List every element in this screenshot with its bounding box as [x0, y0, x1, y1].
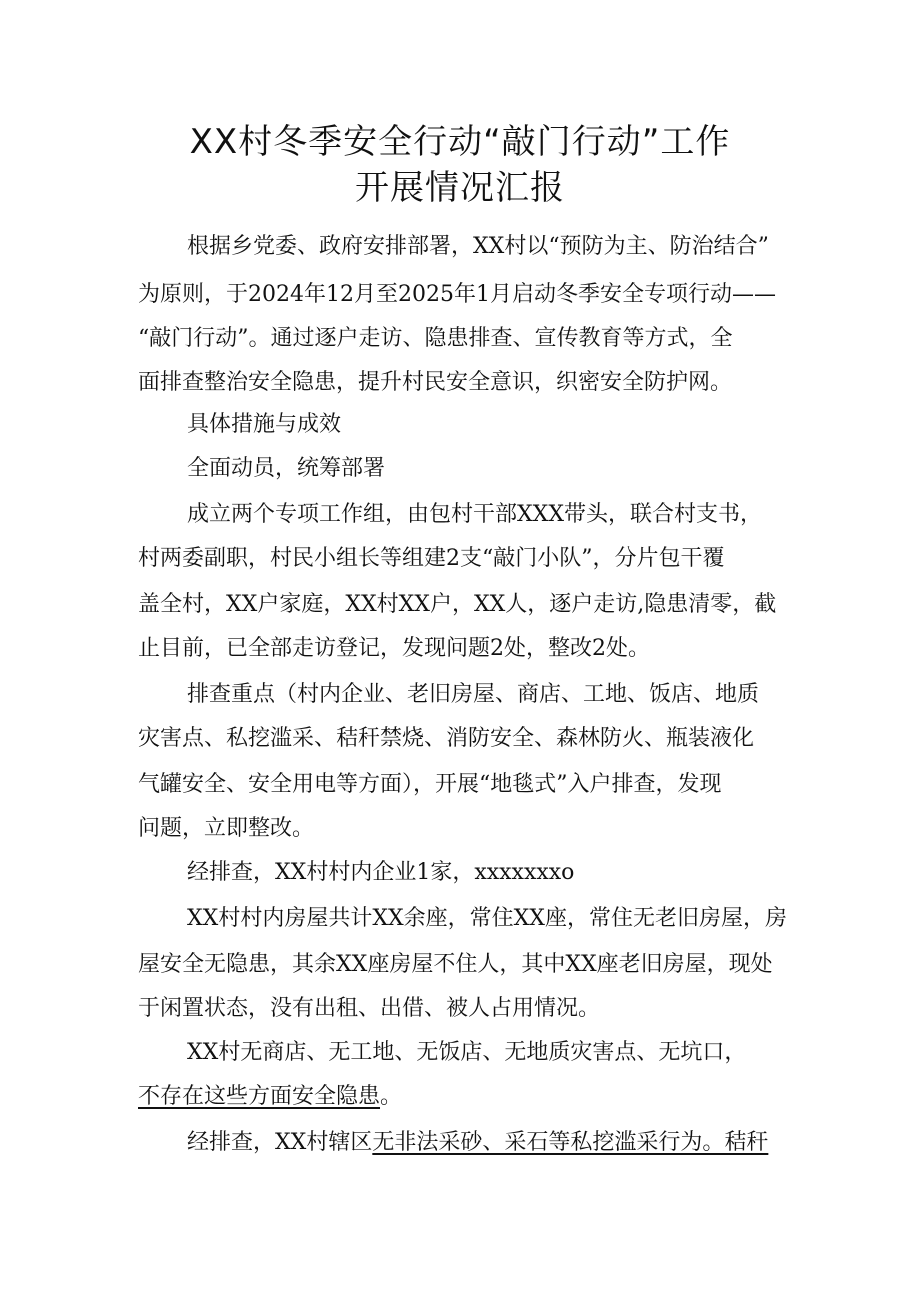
paragraph-line: 灾害点、私挖滥采、秸秆禁烧、消防安全、森林防火、瓶装液化 — [138, 726, 755, 751]
paragraph-line: 排查重点（村内企业、老旧房屋、商店、工地、饭店、地质 — [187, 682, 760, 707]
paragraph-line: XX村村内房屋共计XX余座，常住XX座，常住无老旧房屋，房 — [187, 906, 787, 931]
paragraph-line: 成立两个专项工作组，由包村干部XXX带头，联合村支书， — [187, 502, 762, 527]
paragraph-line: 村两委副职，村民小组长等组建2支“敲门小队”，分片包干覆 — [138, 546, 725, 571]
document-title-line-2: 开展情况汇报 — [355, 168, 565, 208]
underlined-text: 无非法采砂、采石等私挖滥采行为。秸秆 — [372, 1130, 769, 1155]
section-subheading: 全面动员，统筹部署 — [187, 456, 386, 481]
paragraph-line — [187, 1128, 768, 1158]
paragraph-line: 经排查，XX村村内企业1家，xxxxxxxo — [187, 860, 575, 885]
paragraph-line: 于闲置状态，没有出租、出借、被人占用情况。 — [138, 996, 601, 1021]
intro-line: 面排查整治安全隐患，提升村民安全意识，织密安全防护网。 — [138, 370, 733, 395]
underlined-text: 不存在这些方面安全隐患 — [138, 1084, 381, 1109]
paragraph-line: 问题，立即整改。 — [138, 816, 315, 841]
paragraph-line: 气罐安全、安全用电等方面），开展“地毯式”入户排查，发现 — [138, 772, 722, 797]
paragraph-line: XX村无商店、无工地、无饭店、无地质灾害点、无坑口， — [187, 1040, 747, 1065]
paragraph-line: 盖全村，XX户家庭，XX村XX户，XX人，逐户走访,隐患清零，截 — [138, 592, 777, 617]
section-heading: 具体措施与成效 — [187, 412, 342, 437]
document-title-line-1: XX村冬季安全行动“敲门行动”工作 — [189, 122, 731, 162]
intro-line: 为原则，于2024年12月至2025年1月启动冬季安全专项行动—— — [138, 282, 776, 307]
text-lead: 经排查，XX村辖区 — [187, 1130, 373, 1155]
intro-line: “敲门行动”。通过逐户走访、隐患排查、宣传教育等方式，全 — [138, 326, 733, 351]
paragraph-line: 止目前，已全部走访登记，发现问题2处，整改2处。 — [138, 636, 650, 661]
paragraph-line: 屋安全无隐患，其余XX座房屋不住人，其中XX座老旧房屋，现处 — [138, 952, 773, 977]
text-tail: 。 — [380, 1084, 403, 1109]
paragraph-line — [138, 1082, 402, 1112]
intro-line: 根据乡党委、政府安排部署，XX村以“预防为主、防治结合” — [187, 234, 769, 259]
